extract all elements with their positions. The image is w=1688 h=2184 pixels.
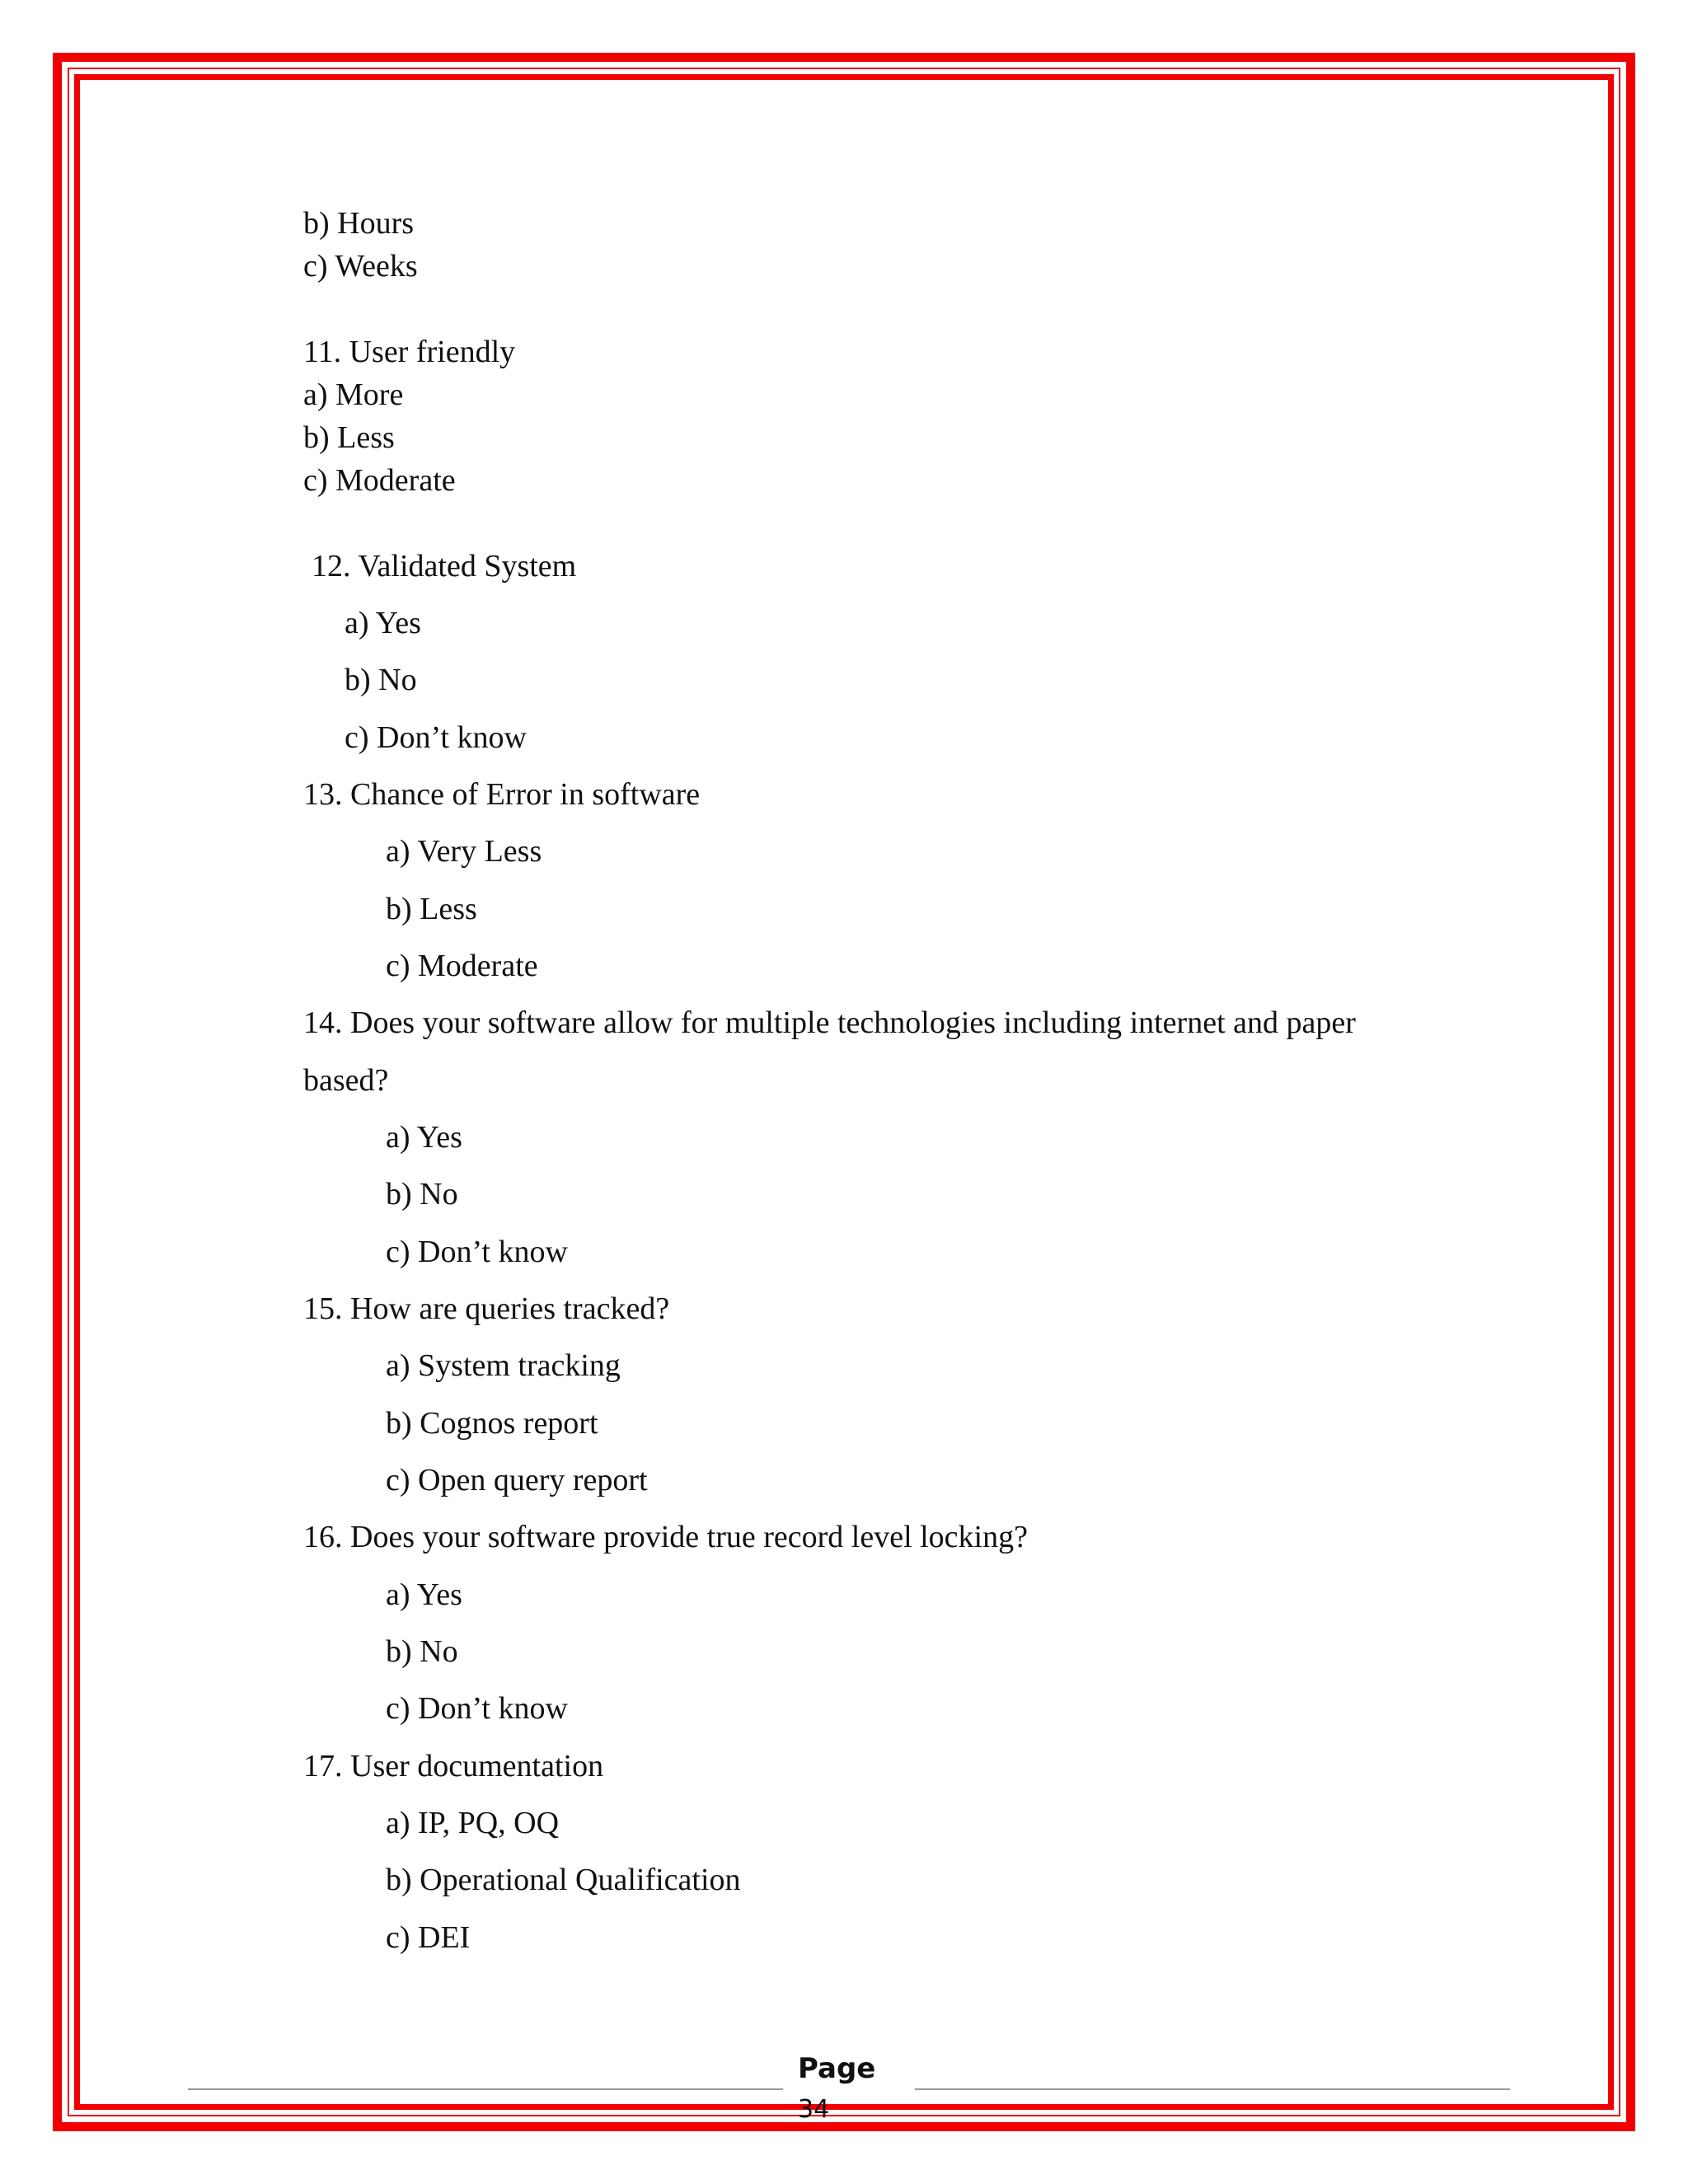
option-line: c) Don’t know [345,720,527,755]
option-line: c) Moderate [386,949,538,983]
option-line: c) Don’t know [386,1691,568,1726]
question-line-continued: based? [303,1063,389,1098]
option-line: c) Weeks [303,249,418,284]
option-line: b) No [345,663,417,697]
option-line: c) Open query report [386,1463,648,1497]
option-line: a) More [303,377,404,412]
option-line: b) Less [303,420,395,455]
option-line: b) Cognos report [386,1406,598,1441]
option-line: c) DEI [386,1920,471,1955]
footer-rule-left [188,2088,783,2090]
question-line: 17. User documentation [303,1749,604,1783]
footer-page-label: Page [798,2052,876,2085]
footer-rule-right [915,2088,1510,2090]
option-line: c) Moderate [303,463,456,498]
option-line: a) System tracking [386,1348,621,1383]
question-line: 14. Does your software allow for multiple technologies including internet and paper [303,1005,1356,1040]
question-line: 12. Validated System [312,549,577,583]
option-line: b) Operational Qualification [386,1863,741,1897]
option-line: a) IP, PQ, OQ [386,1806,560,1840]
option-line: b) No [386,1177,458,1212]
option-line: a) Yes [345,606,421,640]
option-line: a) Yes [386,1120,462,1155]
option-line: b) No [386,1634,458,1669]
option-line: b) Less [386,892,477,926]
option-line: a) Yes [386,1577,462,1612]
option-line: b) Hours [303,206,415,241]
question-line: 15. How are queries tracked? [303,1291,670,1326]
question-line: 13. Chance of Error in software [303,777,701,812]
footer-page-number: 34 [798,2095,830,2124]
option-line: a) Very Less [386,834,542,869]
option-line: c) Don’t know [386,1235,568,1269]
question-line: 11. User friendly [303,335,516,369]
question-line: 16. Does your software provide true record level locking? [303,1520,1028,1554]
